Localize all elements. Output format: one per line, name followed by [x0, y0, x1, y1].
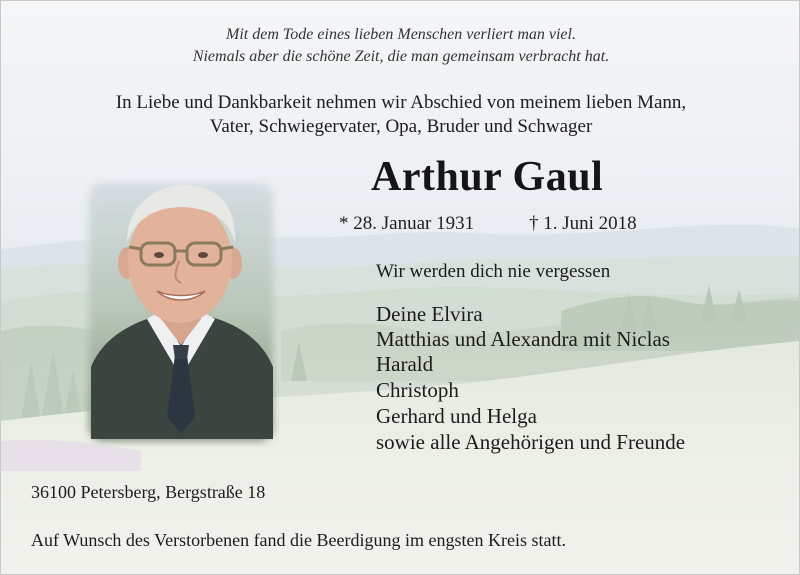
mourner-line-5: Gerhard und Helga	[376, 404, 537, 428]
mourner-line-2: Matthias und Alexandra mit Niclas	[376, 327, 670, 351]
mourner-line-4: Christoph	[376, 378, 459, 402]
mourner-line-3: Harald	[376, 352, 434, 376]
quote-line-1: Mit dem Tode eines lieben Menschen verliert man viel.	[226, 26, 576, 43]
portrait-photo	[83, 177, 279, 447]
mourner-line-6: sowie alle Angehörigen und Freunde	[376, 430, 686, 454]
funeral-note: Auf Wunsch des Verstorbenen fand die Beerdigung im engsten Kreis statt.	[31, 530, 566, 550]
address: 36100 Petersberg, Bergstraße 18	[31, 482, 266, 502]
mourner-line-1: Deine Elvira	[376, 302, 483, 326]
birth-date: * 28. Januar 1931	[339, 213, 475, 234]
intro-line-1: In Liebe und Dankbarkeit nehmen wir Abschied von meinem lieben Mann,	[115, 92, 687, 113]
death-date: † 1. Juni 2018	[529, 213, 637, 234]
deceased-name: Arthur Gaul	[371, 154, 604, 200]
remembrance-line: Wir werden dich nie vergessen	[376, 261, 611, 282]
quote-line-2: Niemals aber die schöne Zeit, die man gemeinsam verbracht hat.	[192, 48, 610, 65]
intro-line-2: Vater, Schwiegervater, Opa, Bruder und Schwager	[209, 116, 593, 137]
